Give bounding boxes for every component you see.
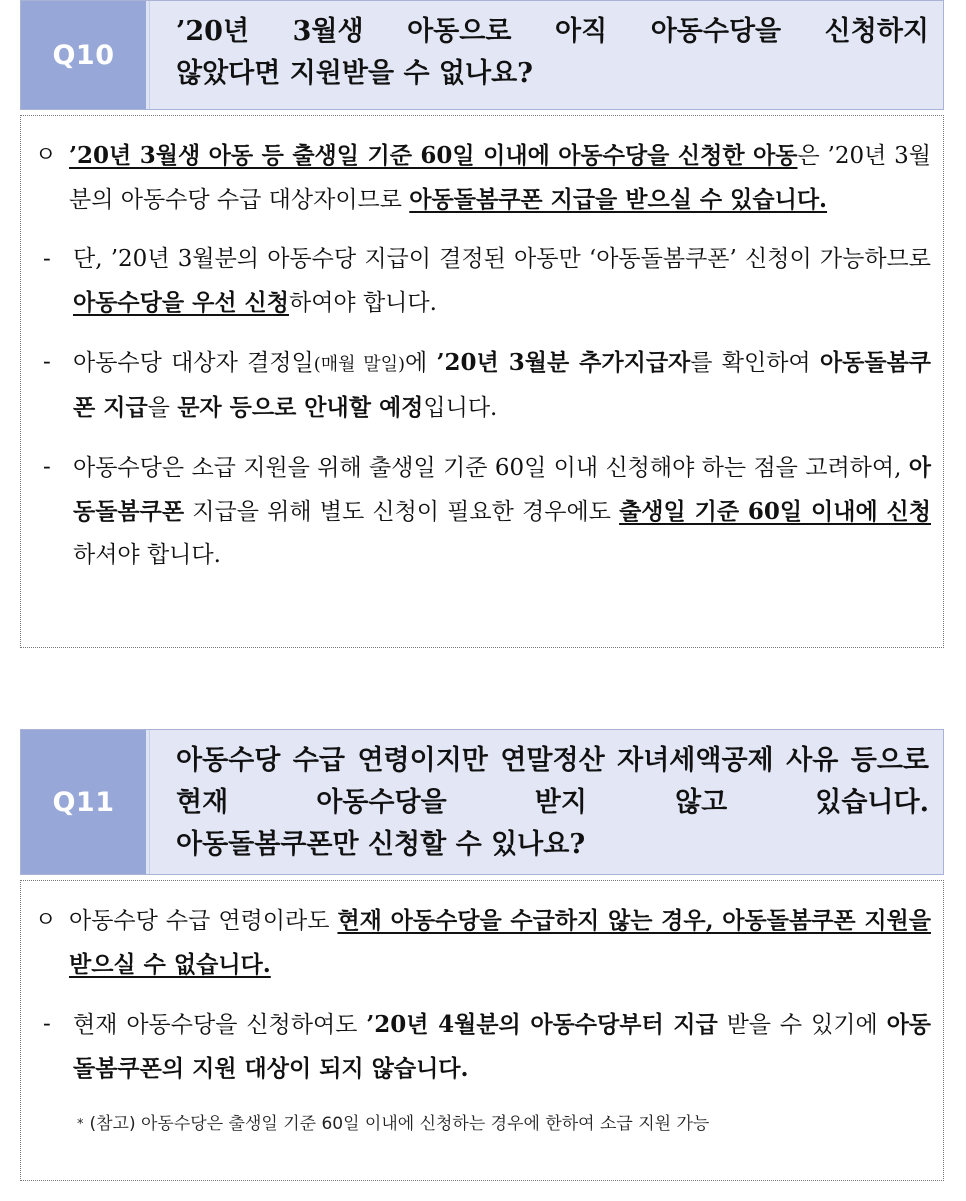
circle-bullet-icon: ㅇ <box>35 908 57 933</box>
answer-text: 를 확인하여 <box>690 350 820 376</box>
question-line: 아동수당 수급 연령이지만 연말정산 자녀세액공제 <box>176 745 774 776</box>
reference-note <box>33 1109 931 1134</box>
qa-block-q11 <box>20 729 944 1181</box>
question-text <box>149 730 943 874</box>
question-number-label: Q10 <box>21 1 146 109</box>
answer-emphasis: 아동돌봄쿠폰의 지원 대상이 되지 않습니다. <box>73 1011 931 1082</box>
dash-bullet: - <box>43 454 51 480</box>
answer-text: 단, ’20년 3월분의 아동수당 지급이 결정된 아동만 ‘아동돌봄쿠폰’ 신청이 가능하므로 <box>73 246 931 272</box>
qa-block-q10 <box>20 0 944 648</box>
answer-emphasis: 아동돌봄쿠폰 <box>73 454 931 525</box>
dash-bullet: - <box>43 246 51 272</box>
answer-emphasis: 출생일 기준 60일 이내에 신청 <box>619 498 931 525</box>
answer-emphasis: 아동돌봄쿠폰 지급 <box>73 349 932 421</box>
asterisk-icon: * <box>77 1116 84 1132</box>
question-header <box>20 729 944 875</box>
answer-emphasis: ’20년 3월생 아동 등 출생일 기준 60일 이내에 아동수당을 신청한 아동 <box>69 142 798 169</box>
answer-text: 입니다. <box>423 395 498 421</box>
answer-sub-point <box>33 1003 931 1091</box>
answer-text: 은 ’20년 3월분의 아동수당 수급 대상자이므로 <box>69 143 931 213</box>
question-text <box>149 1 943 109</box>
answer-text: 현재 아동수당을 신청하여도 <box>73 1012 367 1038</box>
answer-emphasis: ’20년 3월분 추가지급자 <box>436 349 691 376</box>
answer-note-small: (매월 말일) <box>313 354 406 375</box>
answer-emphasis: ’20년 4월분의 아동수당부터 지급 <box>366 1011 718 1038</box>
answer-text: 아동수당 수급 연령이라도 <box>69 908 338 934</box>
answer-sub-point <box>33 238 931 325</box>
answer-text: 에 <box>405 350 437 376</box>
circle-bullet-icon: ㅇ <box>35 143 57 168</box>
dash-bullet: - <box>43 1011 51 1037</box>
answer-main-point <box>33 899 931 987</box>
answer-emphasis: 문자 등으로 안내할 예정 <box>177 394 424 421</box>
answer-text: 아동수당 대상자 결정일 <box>73 350 314 376</box>
question-line: 아동돌봄쿠폰만 신청할 수 있나요? <box>176 829 586 860</box>
question-line: 않았다면 지원받을 수 없나요? <box>176 58 534 89</box>
reference-note-text: (참고) 아동수당은 출생일 기준 60일 이내에 신청하는 경우에 한하여 소급 지원 가능 <box>89 1114 710 1134</box>
question-line: ’20년 3월생 아동으로 아직 아동수당을 신청하지 <box>176 16 929 47</box>
answer-text: 하셔야 합니다. <box>73 542 221 568</box>
answer-text: 하여야 합니다. <box>288 290 437 316</box>
answer-emphasis: 아동돌봄쿠폰 지급을 받으실 수 있습니다. <box>409 186 828 213</box>
dash-bullet: - <box>43 349 51 375</box>
answer-text: 지급을 위해 별도 신청이 필요한 경우에도 <box>184 499 620 525</box>
answer-emphasis: 아동수당을 우선 신청 <box>73 289 289 316</box>
answer-text: 을 <box>147 395 178 421</box>
answer-sub-point <box>33 341 931 430</box>
question-number-label: Q11 <box>21 730 146 874</box>
question-header <box>20 0 944 110</box>
answer-sub-point <box>33 446 931 577</box>
answer-text: 받을 수 있기에 <box>717 1012 887 1038</box>
question-line: 사유 등으로 현재 아동수당을 받지 않고 있습니다. <box>176 745 929 818</box>
answer-box <box>20 115 944 648</box>
answer-text: 아동수당은 소급 지원을 위해 출생일 기준 60일 이내 신청해야 하는 점을 고려하여, <box>73 455 909 481</box>
answer-main-point <box>33 134 931 222</box>
answer-box <box>20 880 944 1181</box>
answer-emphasis: 현재 아동수당을 수급하지 않는 경우, 아동돌봄쿠폰 지원을 받으실 수 없습니다. <box>69 907 931 978</box>
